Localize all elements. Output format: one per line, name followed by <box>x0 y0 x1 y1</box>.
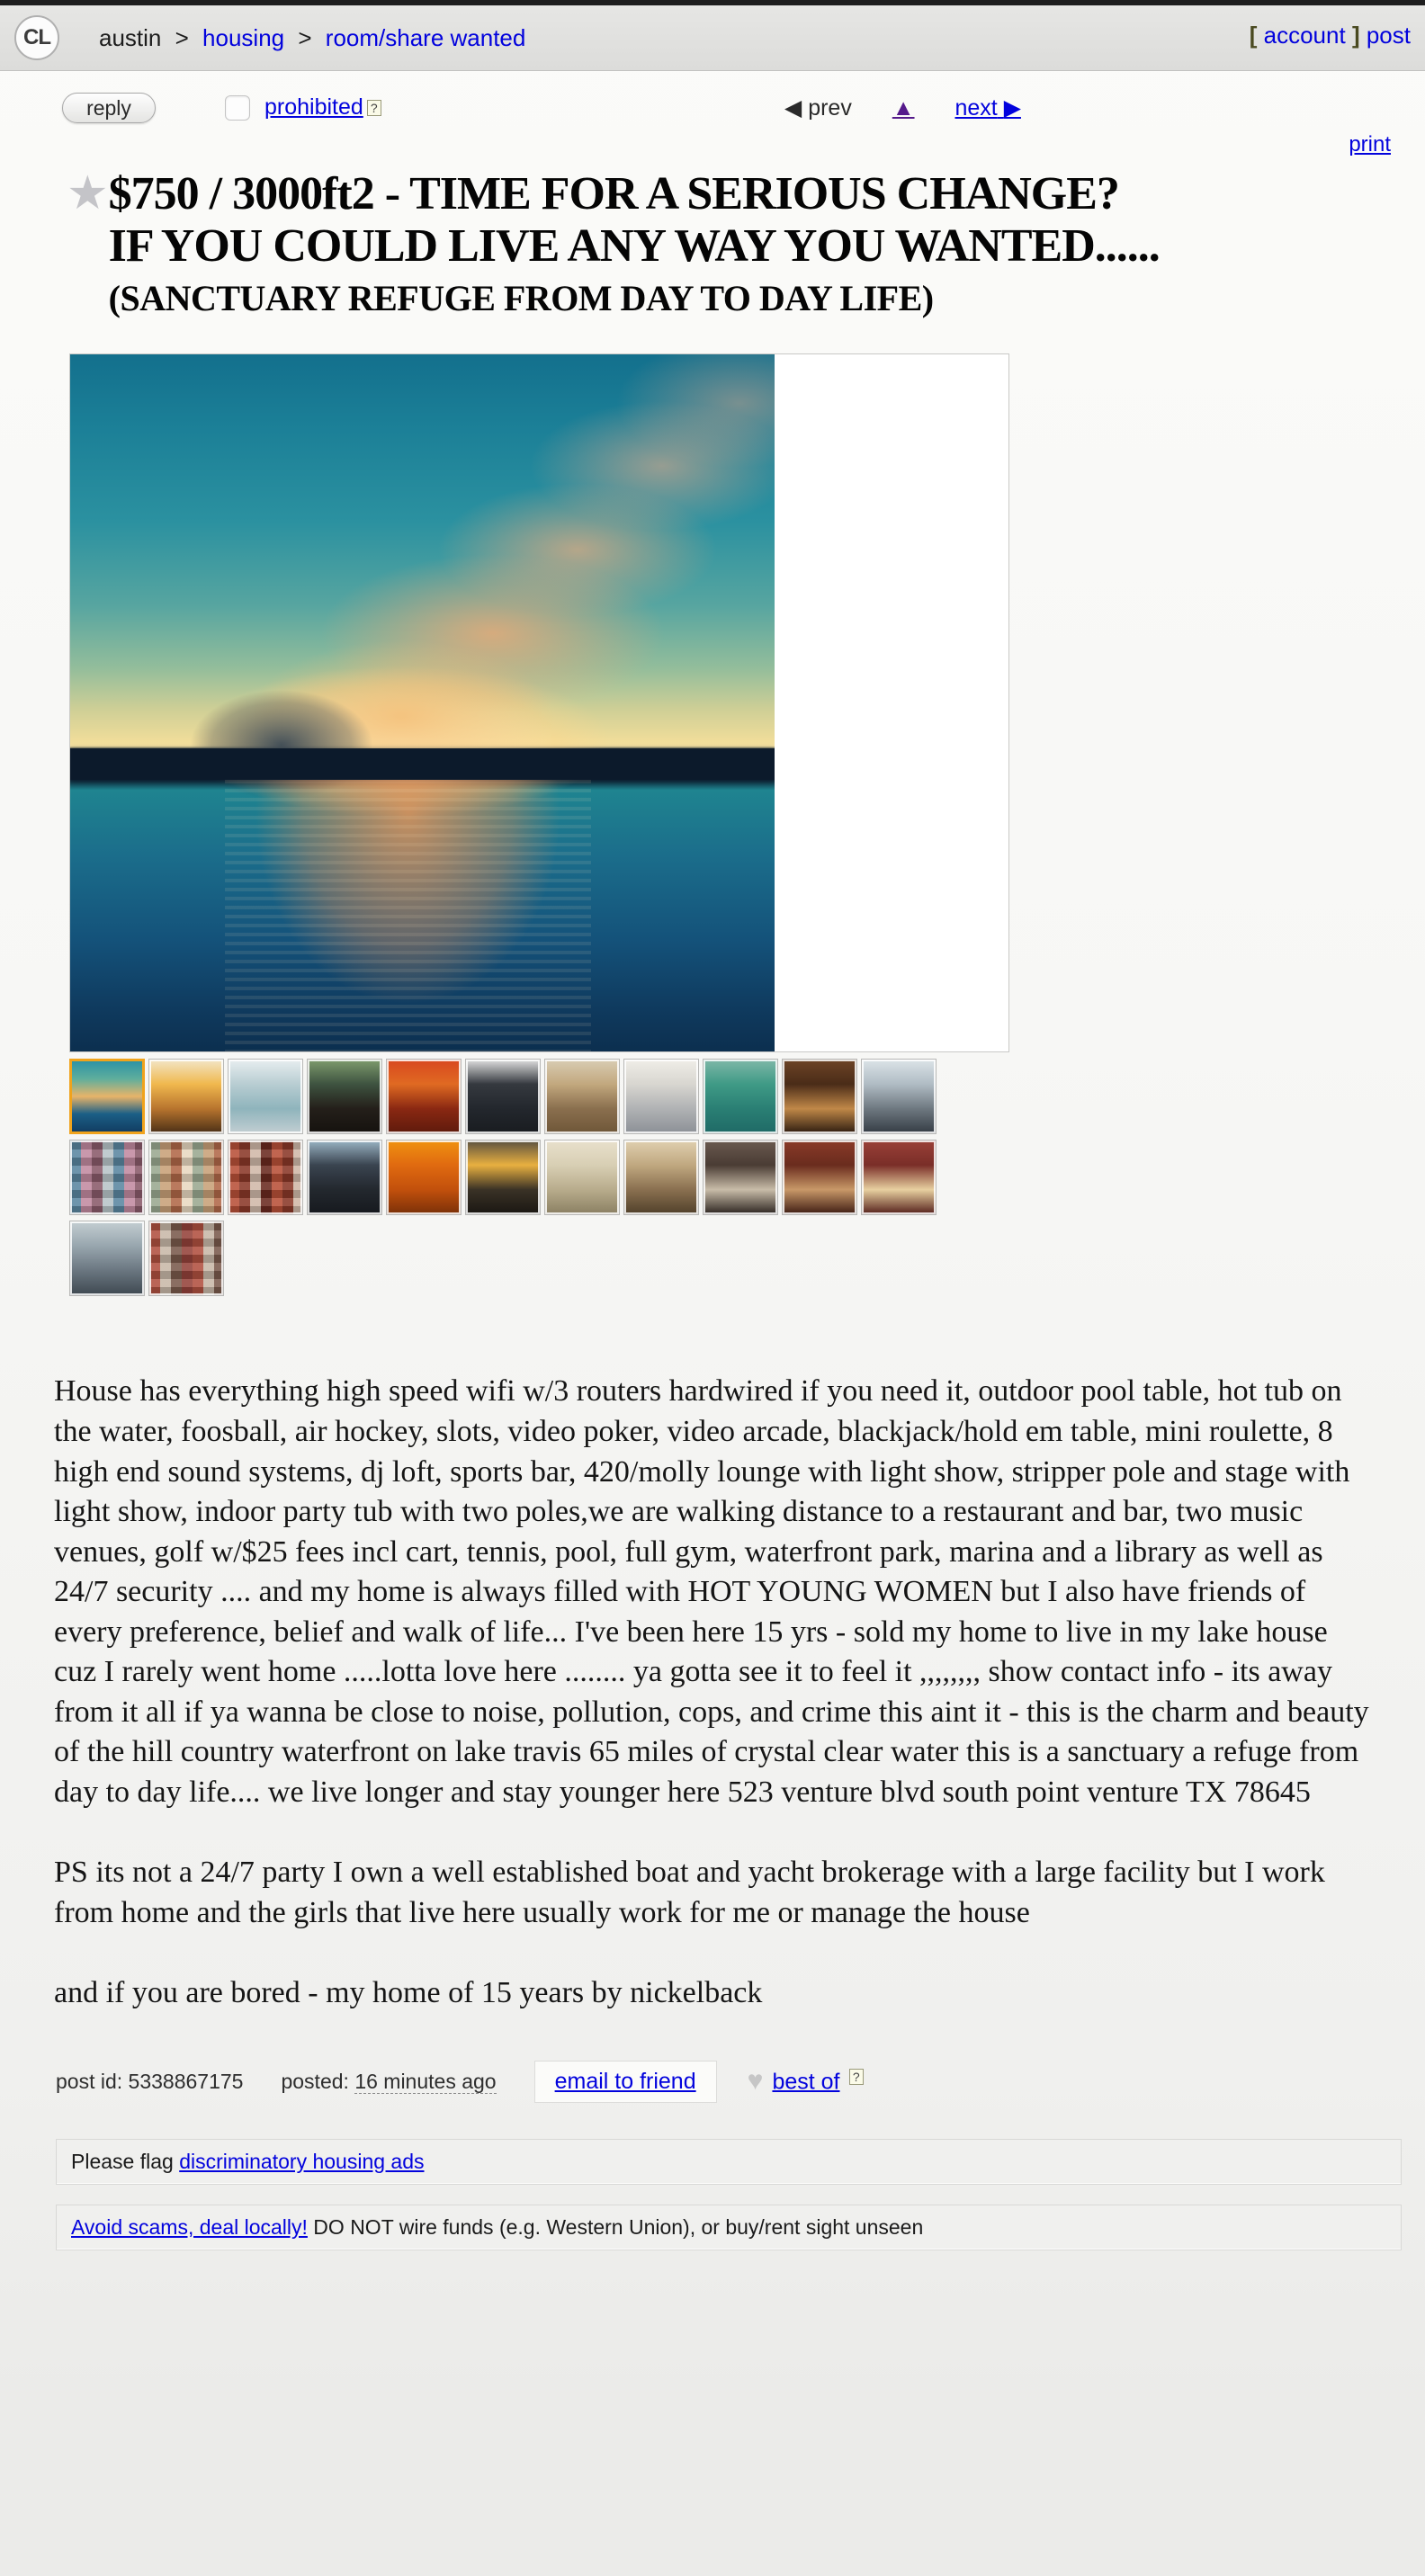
next-link[interactable] <box>954 95 1020 121</box>
bracket-close: ] <box>1351 22 1360 49</box>
breadcrumb-separator: > <box>298 23 312 51</box>
thumbnail[interactable] <box>228 1059 303 1134</box>
prev-triangle-icon: ◀ <box>784 95 802 121</box>
discriminatory-housing-link[interactable]: discriminatory housing ads <box>179 2149 425 2173</box>
post-id <box>56 2070 243 2094</box>
bracket-open: [ <box>1249 22 1258 49</box>
thumbnail[interactable] <box>623 1059 699 1134</box>
posting-title <box>109 168 1160 321</box>
posting-body <box>54 1372 1373 2013</box>
avoid-scams-link[interactable]: Avoid scams, deal locally! <box>71 2214 308 2239</box>
posting-paragraph: and if you are bored - my home of 15 years by nickelback <box>54 1976 763 2010</box>
account-area <box>1250 22 1411 49</box>
next-label: next <box>954 95 998 121</box>
craigslist-logo[interactable]: CL <box>14 15 59 60</box>
avoid-scams-notice <box>56 2205 1402 2250</box>
prohibited-link[interactable]: prohibited <box>264 94 363 120</box>
help-icon[interactable]: ? <box>849 2069 864 2085</box>
posting-paragraph: House has everything high speed wifi w/3 routers hardwired if you need it, outdoor pool table, hot tub on the water, foosball, air hockey, slots, video poker, video arcade, blackjack/hold em table, mini roulette, 8 high end sound systems, dj loft, sports bar, 420/molly lounge with light show, stripper pole and stage with light show, indoor party tub with two poles,we are walking distance to a restaurant and bar, two music venues, golf w/$25 fees incl cart, tennis, pool, full gym, waterfront park, marina and a library as well as 24/7 security .... and my home is always filled with HOT YOUNG WOMEN but I also have friends of every preference, belief and walk of life... I've been here 15 yrs - sold my home to live in my lake house cuz I rarely went home .....lotta love here ........ ya gotta see it to feel it ,,,,,,,, show contact info - its away from it all if ya wanna be close to noise, pollution, cops, and crime this aint it - this is the charm and beauty of the hill country waterfront on lake travis 65 miles of crystal clear water this is a sanctuary a refuge from day to day life.... we live longer and stay younger here 523 venture blvd south point venture TX 78645 <box>54 1374 1369 1809</box>
photo-container <box>69 353 1009 1052</box>
thumbnail[interactable] <box>148 1221 224 1296</box>
thumbnail[interactable] <box>69 1059 145 1134</box>
thumbnail[interactable] <box>703 1140 778 1215</box>
print-row <box>0 132 1391 159</box>
prohibited-control <box>225 94 381 121</box>
thumbnail[interactable] <box>544 1140 620 1215</box>
next-triangle-icon: ▶ <box>1003 95 1021 121</box>
thumbnail-strip <box>69 1059 1014 1296</box>
thumbnail[interactable] <box>623 1140 699 1215</box>
posted-time <box>281 2070 496 2094</box>
thumbnail[interactable] <box>148 1059 224 1134</box>
thumbnail[interactable] <box>782 1059 857 1134</box>
horizon-treeline <box>70 748 775 781</box>
post-link[interactable]: post <box>1366 22 1411 49</box>
title-subtitle: (SANCTUARY REFUGE FROM DAY TO DAY LIFE) <box>108 278 934 319</box>
post-id-value: 5338867175 <box>128 2069 244 2093</box>
thumbnail[interactable] <box>386 1140 462 1215</box>
breadcrumb-category-link[interactable]: room/share wanted <box>325 23 526 51</box>
listing-toolbar <box>0 93 1425 132</box>
breadcrumb-separator: > <box>175 23 189 51</box>
posting-paragraph: PS its not a 24/7 party I own a well established boat and yacht brokerage with a large facility but I work from home and the girls that live here usually work for me or manage the house <box>54 1856 1325 1929</box>
print-link[interactable]: print <box>1349 132 1391 157</box>
notice-text: DO NOT wire funds (e.g. Western Union), or buy/rent sight unseen <box>307 2214 924 2239</box>
thumbnail[interactable] <box>228 1140 303 1215</box>
email-to-friend-box <box>534 2061 717 2103</box>
title-line-1: $750 / 3000ft2 - TIME FOR A SERIOUS CHANGE? <box>108 168 1119 219</box>
favorite-star-icon[interactable]: ★ <box>67 167 109 219</box>
account-link[interactable]: account <box>1263 22 1346 49</box>
thumbnail[interactable] <box>782 1140 857 1215</box>
thumbnail[interactable] <box>861 1140 937 1215</box>
up-triangle-icon: ▲ <box>892 95 915 121</box>
up-to-list-link[interactable] <box>892 95 915 121</box>
reply-button[interactable]: reply <box>62 93 156 123</box>
email-to-friend-link[interactable]: email to friend <box>554 2068 696 2094</box>
prev-link[interactable] <box>784 95 852 121</box>
thumbnail[interactable] <box>861 1059 937 1134</box>
posting-title-block <box>67 168 1389 321</box>
title-line-2: IF YOU COULD LIVE ANY WAY YOU WANTED...... <box>108 220 1160 273</box>
flag-housing-notice <box>56 2139 1402 2185</box>
thumbnail[interactable] <box>307 1059 382 1134</box>
thumbnail[interactable] <box>544 1059 620 1134</box>
post-info-bar <box>56 2061 1425 2103</box>
posted-label: posted: <box>281 2069 349 2093</box>
thumbnail[interactable] <box>465 1059 541 1134</box>
thumbnail[interactable] <box>148 1140 224 1215</box>
thumbnail[interactable] <box>386 1059 462 1134</box>
best-of <box>772 2069 863 2096</box>
pager <box>784 94 1021 121</box>
thumbnail[interactable] <box>703 1059 778 1134</box>
thumbnail[interactable] <box>307 1140 382 1215</box>
prev-label: prev <box>808 95 852 121</box>
breadcrumb-housing-link[interactable]: housing <box>202 23 285 51</box>
thumbnail[interactable] <box>465 1140 541 1215</box>
breadcrumb-city: austin <box>99 23 162 51</box>
best-of-link[interactable]: best of <box>772 2069 840 2095</box>
thumbnail[interactable] <box>69 1140 145 1215</box>
help-icon[interactable]: ? <box>367 100 381 116</box>
main-photo[interactable] <box>70 354 775 1051</box>
thumbnail[interactable] <box>69 1221 145 1296</box>
notice-text: Please flag <box>71 2149 180 2173</box>
heart-icon: ♥ <box>747 2066 764 2097</box>
post-id-label: post id: <box>56 2069 123 2093</box>
sun-reflection <box>225 780 591 1051</box>
posted-time-value[interactable]: 16 minutes ago <box>354 2069 497 2093</box>
masthead <box>0 5 1425 71</box>
breadcrumb <box>99 24 525 52</box>
prohibited-checkbox[interactable] <box>225 95 250 121</box>
